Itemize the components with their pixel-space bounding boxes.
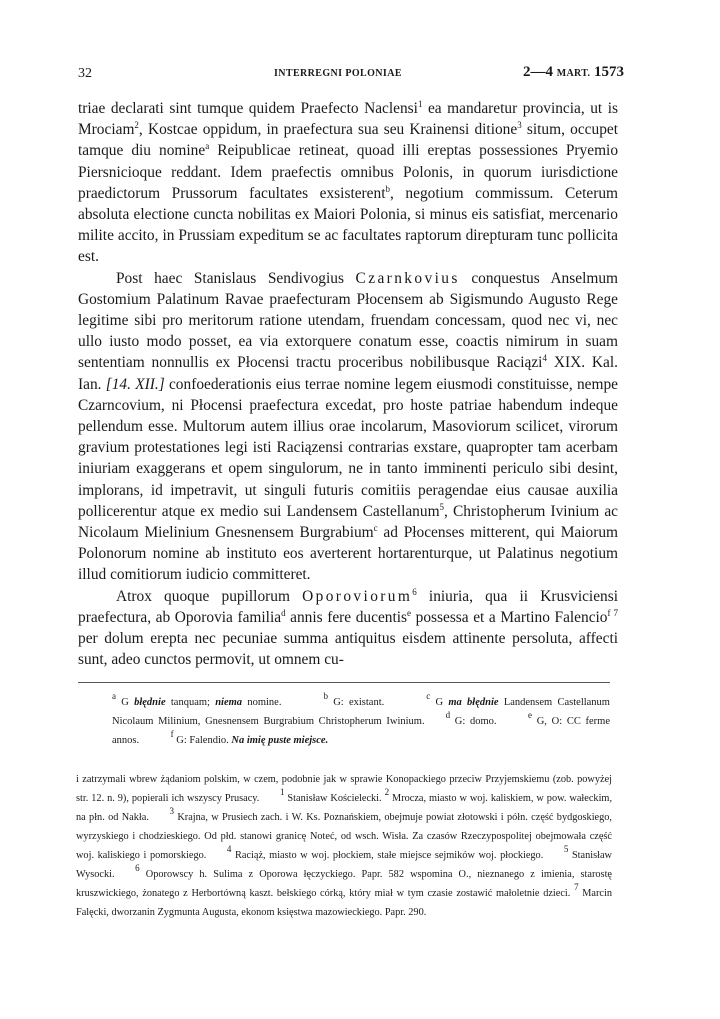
apparatus-ref: a (205, 141, 210, 152)
footnote-ref: 2 (134, 120, 139, 131)
note-mark: 1 (279, 787, 285, 798)
text-run: iniuria, qua ii Krusviciensi praefectura, ab Oporovia familia (78, 587, 618, 626)
date-year: 1573 (594, 64, 624, 80)
note-text: Mrocza, miasto w woj. kaliskiem, w pow. wałeckim, na płn. od Nakła. (76, 793, 613, 824)
note-mark: 2 (384, 787, 390, 798)
footnote-divider (78, 682, 610, 683)
text-run: , negotium commissum. Ceterum absoluta electione cuncta nobilitas ex Maiori Polonia, si minus eis satisfiat, mercenario milite accito, in Prussiam expeditum se ac facultates raptorum direpturam tunc pollicita est. (78, 184, 619, 266)
text-run: confoederationis eius terrae nomine legem eiusmodi constituisse, nempe Czarncovium, ni Płocensi praefectura excedat, pro hoste patriae habendum indeque pellendum esse. Multorum autem illius orae incolarum, Masoviorum scilicet, virorum gravium protestationes legi isti Raciązensi contrarias exstare, quapropter tam acerbam iniuriam exaggerans et opem singulorum, ne in tanto imminenti periculo sibi desint, implorans, id impetravit, ut singuli futuris comitiis peragendae eius causae auxilia pollicerentur atque ex medio sui Landensem Castellanum (78, 375, 618, 520)
apparatus-italic: ma błędnie (448, 697, 499, 709)
apparatus-mark: d (445, 710, 451, 721)
paragraph-2 (78, 268, 618, 586)
apparatus-ref: e (407, 607, 412, 618)
apparatus-mark: f (170, 729, 174, 740)
running-title: INTERREGNI POLONIAE (274, 68, 402, 79)
spaced-name: Czarnkovius (355, 269, 460, 287)
main-text (78, 98, 618, 670)
note-text: Oporowscy h. Sulima z Oporowa łęczyckiego. Papr. 582 wspomina O., nieznanego z imienia, starostę kruszwickiego, żonatego z Herbortówną kaszt. bełskiego córką, który miał w tym czasie zostawić małoletnie dzieci. (76, 869, 612, 900)
apparatus-ref: d (281, 607, 286, 618)
apparatus-text: G: Falendio. (173, 735, 232, 747)
note-text: Stanisław Wysocki. (76, 850, 612, 881)
text-run: Reipublicae retineat, quoad illi ereptas possessiones Pryemio Piersnicioque reddant. Idem praefectis omnibus Polonis, in quorum iurisdictione praedictorum Prussorum facultates exsisterent (78, 142, 619, 202)
apparatus-italic: błędnie (134, 697, 166, 709)
note-text: Raciąż, miasto w woj. płockiem, stałe miejsce sejmików woj. płockiego. (231, 850, 544, 862)
header-date (523, 64, 624, 81)
apparatus-text: nomine. (242, 697, 282, 709)
commentary-notes (76, 770, 612, 922)
footnote-ref: 3 (517, 120, 522, 131)
date-days: 2—4 (523, 64, 554, 80)
apparatus-ref: c (373, 523, 378, 534)
apparatus-italic: Na imię puste miejsce. (231, 735, 329, 747)
text-run: ea mandaretur provincia, ut is Mrociam (78, 100, 618, 139)
note-text: Stanisław Kościelecki. (284, 793, 382, 805)
text-run: , Christopherum Ivinium ac Nicolaum Mielinium Gnesnensem Burgrabium (78, 502, 618, 542)
text-run: annis fere ducentis (285, 608, 408, 626)
footnote-ref: 1 (417, 99, 423, 109)
note-mark: 4 (226, 844, 232, 855)
note-text: Krajna, w Prusiech zach. i W. Ks. Poznańskiem, obejmuje powiat złotowski i półn. część bydgoskiego, wyrzyskiego i chodzieskiego. Od płd. stanowi granicę Noteć, od wsch. Wisła. Za czasów Rzeczypospolitej obejmowała część woj. kaliskiego i pomorskiego. (76, 812, 612, 862)
text-run: , Kostcae oppidum, in praefectura sua seu Krainensi ditione (138, 121, 518, 139)
apparatus-mark: b (323, 691, 328, 702)
apparatus-mark: a (112, 691, 116, 702)
text-run: XIX. Kal. Ian. (78, 354, 619, 393)
text-run: Post haec Stanislaus Sendivogius (116, 269, 356, 287)
text-run: per dolum erepta nec pecuniae summa antiquitus eisdem attinente persoluta, affecti sunt, adeo cunctos permovit, ut omnem cu- (78, 630, 618, 669)
apparatus-mark: e (528, 710, 533, 721)
footnote-ref: 4 (542, 353, 547, 364)
footnote-ref: 5 (439, 501, 445, 512)
date-month: MART. (556, 68, 591, 79)
apparatus-ref: b (385, 183, 390, 194)
apparatus-text: G (116, 697, 135, 709)
apparatus-text: G, O: CC ferme annos. (112, 716, 611, 747)
apparatus-italic: niema (215, 697, 243, 709)
editorial-date: [14. XII.] (105, 375, 165, 393)
note-mark: 6 (135, 863, 140, 874)
text-run: ad Płocenses mitterent, qui Maiorum Polonorum nomine ab instituto eos averterent hortarenturque, ut Palatinus negotium illud comitiorum iudicio committeret. (78, 524, 618, 584)
footnote-ref: f 7 (607, 607, 619, 618)
text-run: possessa et a Martino Falencio (411, 608, 608, 626)
apparatus-text: G: domo. (450, 716, 497, 728)
paragraph-3 (78, 586, 618, 671)
spaced-name: Oporoviorum (302, 587, 413, 605)
note-mark: 7 (574, 882, 579, 893)
text-run: conquestus Anselmum Gostomium Palatinum Ravae praefecturam Płocensem ab Sigismundo Augusto Rege legitime sibi pro meritorum ratione utendam, fruendam concessam, quod nec vi, nec ullo iusto modo posset, ea via extorquere conatum esse, coactis nimirum in suam sententiam nonnullis ex Płocensi tractu proceribus nobilibusque Raciązi (78, 269, 618, 372)
note-text: Marcin Falęcki, dworzanin Zygmunta Augusta, ekonom księstwa mazowieckiego. Papr. 290. (76, 888, 612, 919)
text-run: Atrox quoque pupillorum (116, 587, 303, 605)
apparatus-text: Landensem Castellanum Nicolaum Milinium, Gnesnensem Burgrabium Christopherum Iwinium. (112, 697, 610, 728)
document-page (76, 62, 624, 922)
apparatus-text: tanquam; (165, 697, 216, 709)
note-mark: 5 (563, 844, 569, 855)
note-mark: 3 (169, 806, 174, 817)
note-text: i zatrzymali wbrew żądaniom polskim, w czem, podobnie jak w sprawie Konopackiego przeciw Przyjemskiemu (zob. powyżej str. 12. n. 9), popierali ich wszyscy Prusacy. (76, 774, 612, 805)
apparatus-mark: c (426, 691, 431, 702)
page-number: 32 (78, 66, 92, 81)
critical-apparatus (112, 693, 610, 750)
running-header (78, 62, 624, 84)
text-run: situm, occupet tamque diu nomine (78, 121, 618, 160)
paragraph-1 (78, 98, 618, 268)
apparatus-text: G (430, 697, 449, 709)
footnote-ref: 6 (412, 586, 417, 597)
apparatus-text: G: existant. (327, 697, 385, 709)
text-run: triae declarati sint tumque quidem Praefecto Naclensi (78, 100, 418, 117)
